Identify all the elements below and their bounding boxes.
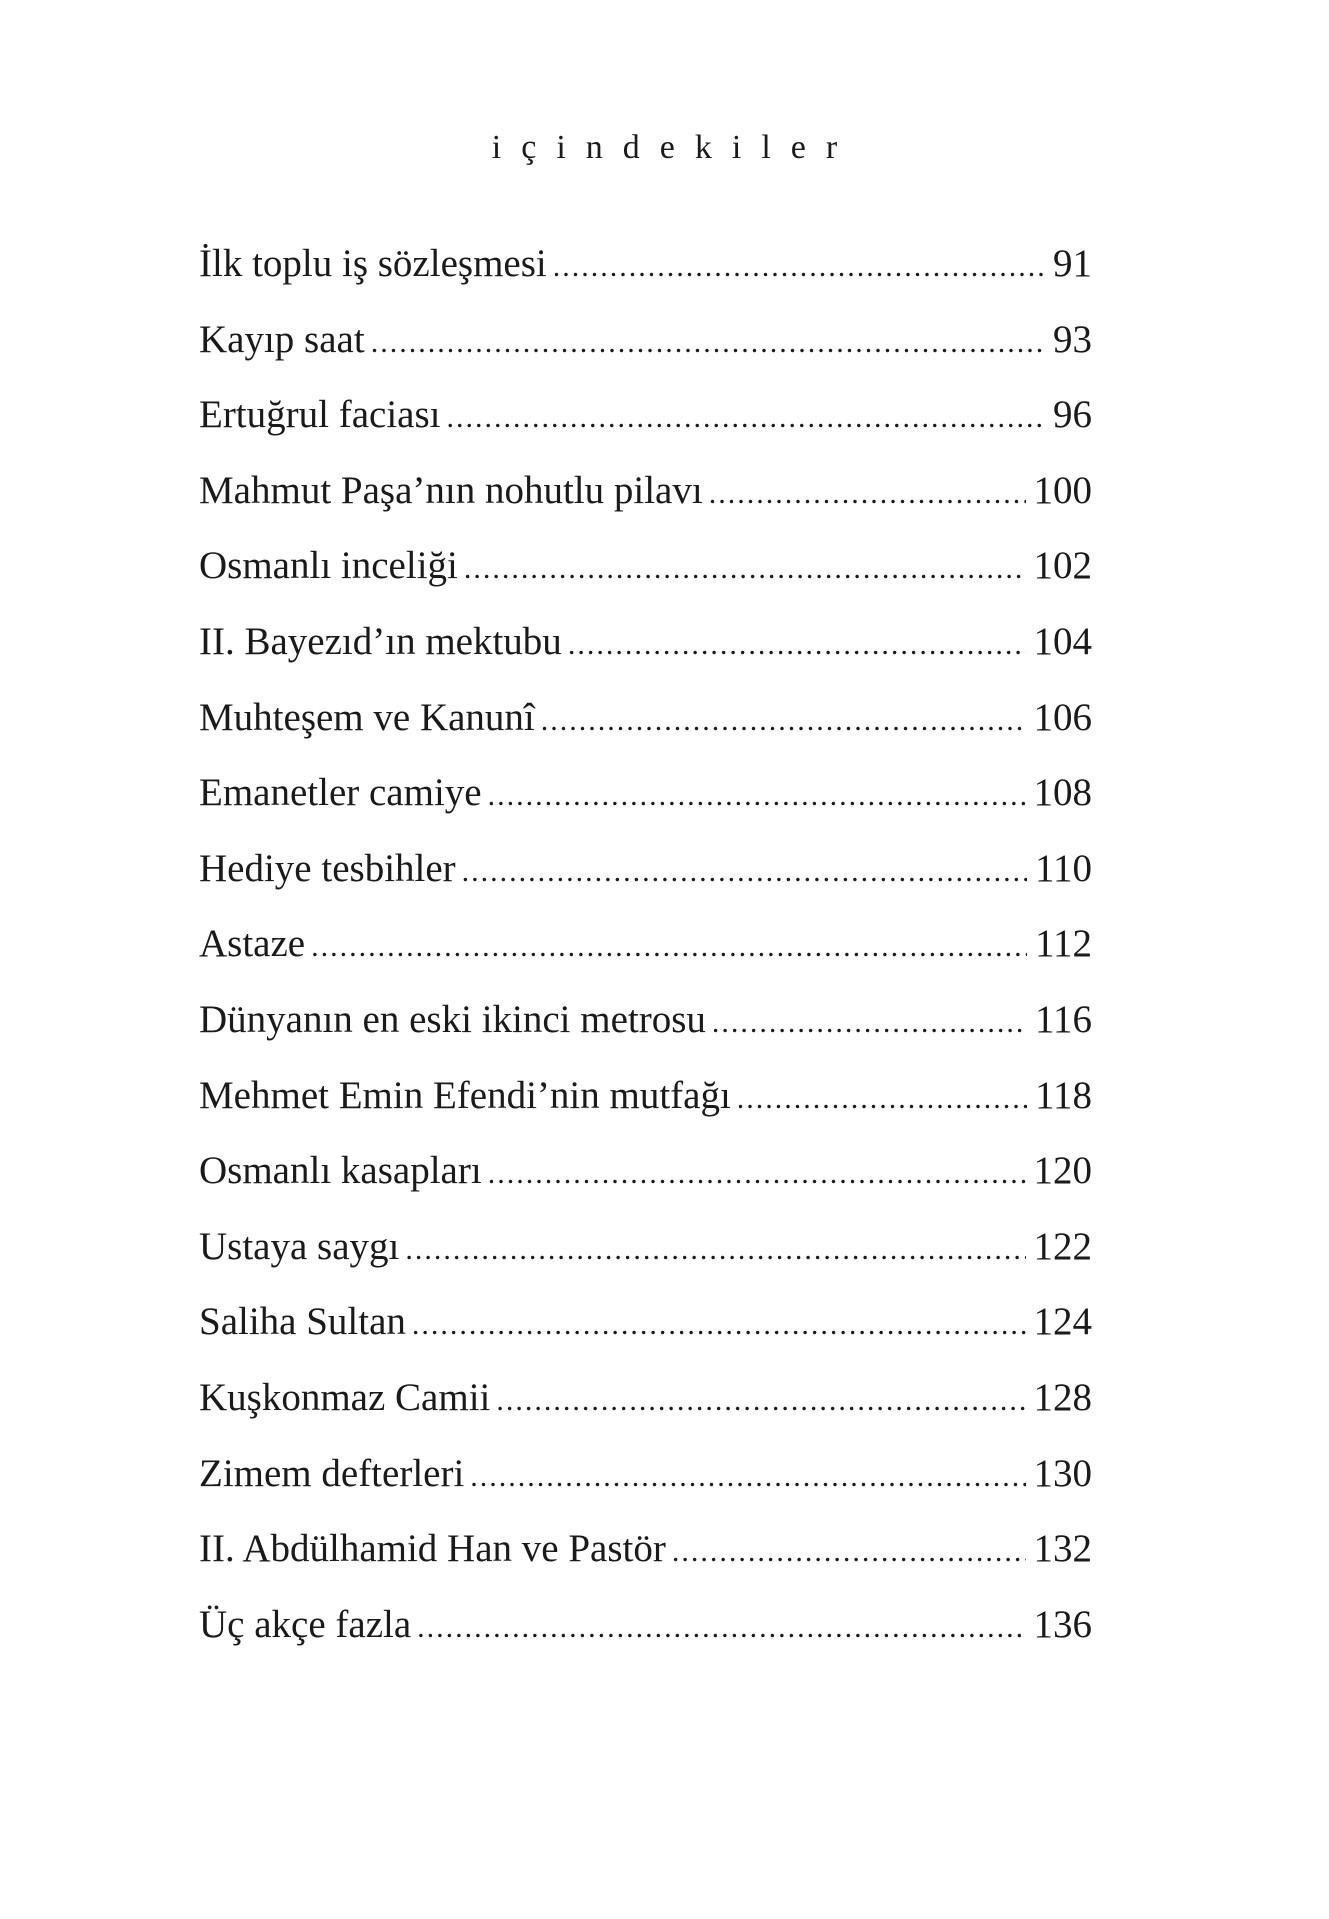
toc-entry-page: 108 [1033, 771, 1092, 815]
toc-entry-page: 110 [1034, 846, 1092, 890]
toc-entry-page: 130 [1033, 1451, 1092, 1495]
dot-leader [462, 844, 1027, 900]
dot-leader [541, 693, 1026, 749]
toc-entry-title: Hediye tesbihler [199, 846, 456, 890]
toc-entry-title: Muhteşem ve Kanunî [199, 695, 535, 739]
toc-entry-page: 102 [1033, 544, 1092, 588]
dot-leader [446, 390, 1045, 446]
toc-entry-page: 116 [1034, 997, 1092, 1041]
toc-entry-page: 118 [1034, 1073, 1092, 1117]
toc-entry[interactable] [199, 1143, 1092, 1219]
dot-leader [464, 541, 1026, 597]
toc-entry-page: 112 [1034, 922, 1092, 966]
dot-leader [371, 315, 1045, 371]
toc-entry[interactable] [199, 765, 1092, 841]
toc-entry-title: Astaze [199, 922, 306, 966]
toc-entry[interactable] [199, 1446, 1092, 1522]
toc-entry[interactable] [199, 916, 1092, 992]
dot-leader [417, 1600, 1025, 1656]
toc-entry-title: Kayıp saat [199, 317, 365, 361]
toc-entry-title: Ustaya saygı [199, 1224, 400, 1268]
toc-entry-page: 132 [1033, 1527, 1092, 1571]
toc-entry-title: Osmanlı kasapları [199, 1149, 482, 1193]
toc-entry-title: Mahmut Paşa’nın nohutlu pilavı [199, 468, 703, 512]
toc-entry-page: 106 [1033, 695, 1092, 739]
dot-leader [712, 995, 1027, 1051]
toc-entry-page: 128 [1033, 1375, 1092, 1419]
toc-entry-page: 100 [1033, 468, 1092, 512]
dot-leader [737, 1071, 1027, 1127]
toc-entry[interactable] [199, 1068, 1092, 1144]
toc-entry[interactable] [199, 312, 1092, 388]
toc-entry-title: İlk toplu iş sözleşmesi [199, 242, 547, 285]
toc-entry[interactable] [199, 992, 1092, 1068]
dot-leader [672, 1524, 1026, 1580]
dot-leader [412, 1297, 1026, 1353]
toc-entry[interactable] [199, 690, 1092, 766]
toc-entry[interactable] [199, 614, 1092, 690]
toc-entry-title: Ertuğrul faciası [199, 393, 441, 437]
toc-entry[interactable] [199, 1219, 1092, 1295]
toc-entry-title: Osmanlı inceliği [199, 544, 458, 588]
toc-entry-title: Mehmet Emin Efendi’nin mutfağı [199, 1073, 731, 1117]
dot-leader [470, 1449, 1025, 1505]
toc-entry-page: 124 [1033, 1300, 1092, 1344]
dot-leader [553, 239, 1045, 295]
toc-entry-page: 104 [1033, 619, 1092, 663]
toc-entry[interactable] [199, 1521, 1092, 1597]
toc-entry[interactable] [199, 841, 1092, 917]
toc-entry[interactable] [199, 1370, 1092, 1446]
table-of-contents [199, 236, 1092, 1672]
toc-entry-page: 136 [1033, 1602, 1092, 1646]
toc-entry-title: Dünyanın en eski ikinci metrosu [199, 997, 706, 1041]
dot-leader [405, 1222, 1025, 1278]
toc-entry[interactable] [199, 1597, 1092, 1673]
toc-entry[interactable] [199, 1294, 1092, 1370]
toc-entry-title: Emanetler camiye [199, 771, 482, 815]
dot-leader [568, 617, 1026, 673]
dot-leader [311, 919, 1027, 975]
toc-entry-title: Üç akçe fazla [199, 1602, 412, 1646]
toc-entry-page: 122 [1033, 1224, 1092, 1268]
dot-leader [488, 768, 1026, 824]
dot-leader [709, 466, 1026, 522]
dot-leader [496, 1373, 1025, 1429]
running-head: içindekiler [491, 129, 858, 166]
toc-entry-page: 96 [1053, 393, 1092, 437]
toc-entry-title: II. Bayezıd’ın mektubu [199, 619, 562, 663]
dot-leader [488, 1146, 1026, 1202]
toc-entry[interactable] [199, 236, 1092, 312]
toc-entry[interactable] [199, 463, 1092, 539]
toc-entry-title: Kuşkonmaz Camii [199, 1375, 491, 1419]
toc-entry[interactable] [199, 538, 1092, 614]
toc-entry-title: II. Abdülhamid Han ve Pastör [199, 1527, 666, 1571]
toc-entry[interactable] [199, 387, 1092, 463]
toc-entry-title: Saliha Sultan [199, 1300, 406, 1344]
toc-entry-title: Zimem defterleri [199, 1451, 465, 1495]
toc-entry-page: 120 [1033, 1149, 1092, 1193]
toc-entry-page: 91 [1053, 242, 1092, 285]
toc-entry-page: 93 [1053, 317, 1092, 361]
